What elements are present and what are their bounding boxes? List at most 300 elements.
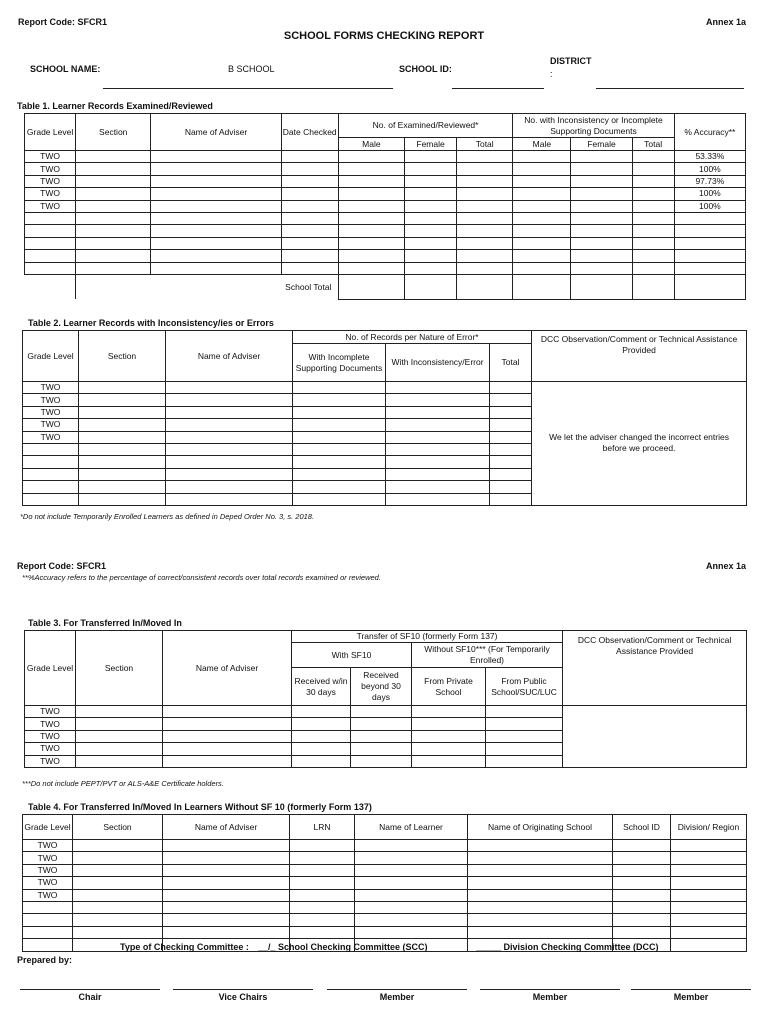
t2-dcc-comment: We let the adviser changed the incorrect entries before we proceed. (532, 382, 747, 506)
t3-header-dcc: DCC Observation/Comment or Technical Assistance Provided (563, 631, 747, 706)
empty-cell (290, 877, 355, 889)
empty-cell (632, 237, 674, 249)
t2-header-incomplete: With Incomplete Supporting Documents (293, 344, 386, 382)
table1 (24, 113, 746, 300)
empty-cell (486, 706, 563, 718)
empty-cell (73, 840, 163, 852)
empty-cell (76, 250, 151, 262)
empty-cell (163, 706, 292, 718)
table-row (23, 382, 747, 394)
empty-cell (355, 852, 468, 864)
empty-cell (386, 419, 490, 431)
grade-cell: TWO (25, 163, 76, 175)
grade-cell: TWO (23, 864, 73, 876)
table3-caption: Table 3. For Transferred In/Moved In (28, 618, 182, 628)
empty-cell (490, 481, 532, 493)
empty-cell (632, 262, 674, 274)
t1-header-section: Section (76, 114, 151, 151)
empty-cell (79, 419, 166, 431)
empty-cell (613, 840, 671, 852)
empty-cell (290, 926, 355, 938)
empty-cell (490, 493, 532, 505)
empty-cell (513, 212, 571, 224)
empty-cell (457, 262, 513, 274)
empty-cell (73, 889, 163, 901)
empty-cell (293, 406, 386, 418)
table-row (23, 877, 747, 889)
empty-cell (404, 163, 456, 175)
table-row (23, 864, 747, 876)
empty-cell (293, 382, 386, 394)
table-row (23, 840, 747, 852)
empty-cell (486, 730, 563, 742)
empty-cell (386, 456, 490, 468)
empty-cell (490, 419, 532, 431)
empty-cell (76, 237, 151, 249)
grade-cell (23, 926, 73, 938)
table-row (25, 237, 746, 249)
signatory-label: Vice Chairs (218, 992, 268, 1002)
grade-cell (25, 262, 76, 274)
t3-dcc-cell (563, 706, 747, 768)
empty-cell (404, 262, 456, 274)
t4-header-cell: Name of Learner (355, 815, 468, 840)
table-row (25, 188, 746, 200)
empty-cell (293, 456, 386, 468)
empty-cell (457, 250, 513, 262)
empty-cell (355, 877, 468, 889)
empty-cell (632, 225, 674, 237)
empty-cell (632, 175, 674, 187)
empty-cell (490, 443, 532, 455)
t1-header-male: Male (338, 138, 404, 151)
school-id-label: SCHOOL ID: (399, 64, 452, 74)
empty-cell (166, 468, 293, 480)
empty-cell (281, 188, 338, 200)
empty-cell (457, 237, 513, 249)
empty-cell (290, 901, 355, 913)
empty-cell (468, 914, 613, 926)
t1-school-total: School Total (281, 274, 338, 299)
empty-cell (76, 225, 151, 237)
empty-cell (351, 730, 412, 742)
empty-cell (151, 237, 281, 249)
empty-cell (386, 431, 490, 443)
empty-cell (338, 175, 404, 187)
grade-cell: TWO (25, 743, 76, 755)
empty-cell (166, 419, 293, 431)
empty-cell (338, 151, 404, 163)
empty-cell (351, 755, 412, 767)
table3-footnote: ***Do not include PEPT/PVT or ALS-A&E Certificate holders. (22, 779, 224, 788)
empty-cell (163, 852, 290, 864)
t1-header-female-2: Female (571, 138, 632, 151)
empty-cell (671, 889, 747, 901)
table1-caption: Table 1. Learner Records Examined/Reviewed (17, 101, 213, 111)
empty-cell (571, 175, 632, 187)
empty-cell (166, 456, 293, 468)
empty-cell (76, 743, 163, 755)
empty-cell (613, 852, 671, 864)
accuracy-cell: 100% (674, 163, 745, 175)
empty-cell (338, 237, 404, 249)
prepared-by-label: Prepared by: (17, 955, 73, 965)
t3-header-private: From Private School (412, 668, 486, 706)
signatory-label: Member (379, 992, 415, 1002)
empty-cell (671, 877, 747, 889)
empty-cell (513, 163, 571, 175)
t3-header-beyond30: Received beyond 30 days (351, 668, 412, 706)
t2-header-total: Total (490, 344, 532, 382)
accuracy-cell (674, 262, 745, 274)
empty-cell (338, 250, 404, 262)
empty-cell (166, 394, 293, 406)
empty-cell (513, 188, 571, 200)
t4-header-cell: Name of Adviser (163, 815, 290, 840)
t1-header-inconsistency: No. with Inconsistency or Incomplete Supporting Documents (513, 114, 674, 138)
empty-cell (571, 188, 632, 200)
empty-cell (151, 151, 281, 163)
empty-cell (671, 901, 747, 913)
empty-cell (151, 175, 281, 187)
empty-cell (571, 225, 632, 237)
empty-cell (355, 864, 468, 876)
empty-cell (79, 382, 166, 394)
empty-cell (166, 406, 293, 418)
signature-line[interactable] (631, 989, 751, 990)
empty-cell (292, 743, 351, 755)
signature-line[interactable] (20, 989, 160, 990)
annex-label: Annex 1a (706, 17, 747, 27)
empty-cell (293, 481, 386, 493)
table-row (23, 901, 747, 913)
t2-header-dcc: DCC Observation/Comment or Technical Assistance Provided (532, 331, 747, 382)
table-row (23, 889, 747, 901)
grade-cell: TWO (23, 877, 73, 889)
district-label: DISTRICT (550, 56, 592, 66)
empty-cell (490, 431, 532, 443)
empty-cell (468, 852, 613, 864)
t4-header-cell: Section (73, 815, 163, 840)
empty-cell (151, 262, 281, 274)
empty-cell (404, 175, 456, 187)
empty-cell (671, 840, 747, 852)
table-row (23, 852, 747, 864)
empty-cell (468, 864, 613, 876)
empty-cell (490, 406, 532, 418)
empty-cell (355, 840, 468, 852)
grade-cell (23, 468, 79, 480)
signature-line[interactable] (327, 989, 467, 990)
empty-cell (404, 188, 456, 200)
grade-cell: TWO (23, 889, 73, 901)
empty-cell (457, 225, 513, 237)
table2-footnote: *Do not include Temporarily Enrolled Learners as defined in Deped Order No. 3, s. 2018. (20, 512, 315, 521)
empty-cell (571, 250, 632, 262)
table-row (25, 175, 746, 187)
empty-cell (338, 188, 404, 200)
empty-cell (76, 188, 151, 200)
empty-cell (76, 175, 151, 187)
empty-cell (79, 443, 166, 455)
empty-cell (490, 468, 532, 480)
empty-cell (163, 889, 290, 901)
empty-cell (412, 743, 486, 755)
empty-cell (79, 406, 166, 418)
t3-header-with-sf10: With SF10 (292, 643, 412, 668)
grade-cell: TWO (23, 840, 73, 852)
t2-header-nature: No. of Records per Nature of Error* (293, 331, 532, 344)
empty-cell (386, 493, 490, 505)
empty-cell (468, 889, 613, 901)
t3-header-without-sf10: Without SF10*** (For Temporarily Enrolled) (412, 643, 563, 668)
t2-header-grade: Grade Level (23, 331, 79, 382)
report-code: Report Code: SFCR1 (18, 17, 108, 27)
accuracy-cell (674, 225, 745, 237)
accuracy-cell: 100% (674, 200, 745, 212)
empty-cell (338, 212, 404, 224)
empty-cell (571, 237, 632, 249)
empty-cell (292, 755, 351, 767)
empty-cell (671, 914, 747, 926)
empty-cell (613, 926, 671, 938)
empty-cell (386, 382, 490, 394)
t1-header-accuracy: % Accuracy** (674, 114, 745, 151)
empty-cell (281, 163, 338, 175)
empty-cell (290, 889, 355, 901)
empty-cell (338, 163, 404, 175)
table-row (25, 262, 746, 274)
empty-cell (457, 188, 513, 200)
empty-cell (457, 163, 513, 175)
empty-cell (632, 188, 674, 200)
scc-option[interactable]: __/_ School Checking Committee (SCC) (258, 942, 428, 952)
empty-cell (79, 493, 166, 505)
empty-cell (632, 250, 674, 262)
grade-cell (25, 225, 76, 237)
t2-header-section: Section (79, 331, 166, 382)
school-name-value: B SCHOOL (228, 64, 275, 74)
t3-header-section: Section (76, 631, 163, 706)
t1-header-examined: No. of Examined/Reviewed* (338, 114, 512, 138)
empty-cell (281, 250, 338, 262)
grade-cell: TWO (23, 406, 79, 418)
table-row (25, 225, 746, 237)
t3-header-adviser: Name of Adviser (163, 631, 292, 706)
empty-cell (490, 394, 532, 406)
empty-cell (293, 431, 386, 443)
empty-cell (79, 431, 166, 443)
accuracy-cell: 97.73% (674, 175, 745, 187)
empty-cell (412, 718, 486, 730)
empty-cell (151, 212, 281, 224)
empty-cell (281, 237, 338, 249)
t1-header-adviser: Name of Adviser (151, 114, 281, 151)
table-row (23, 914, 747, 926)
table-row (25, 706, 747, 718)
empty-cell (292, 730, 351, 742)
empty-cell (671, 864, 747, 876)
table2-caption: Table 2. Learner Records with Inconsistency/ies or Errors (28, 318, 274, 328)
empty-cell (513, 175, 571, 187)
t4-header-cell: School ID (613, 815, 671, 840)
accuracy-cell: 100% (674, 188, 745, 200)
empty-cell (571, 200, 632, 212)
grade-cell (23, 939, 73, 951)
empty-cell (79, 468, 166, 480)
empty-cell (404, 250, 456, 262)
t1-header-female: Female (404, 138, 456, 151)
table3 (24, 630, 747, 768)
empty-cell (151, 200, 281, 212)
table-row (25, 212, 746, 224)
empty-cell (351, 743, 412, 755)
grade-cell: TWO (23, 852, 73, 864)
empty-cell (412, 755, 486, 767)
grade-cell: TWO (23, 382, 79, 394)
empty-cell (613, 877, 671, 889)
empty-cell (166, 493, 293, 505)
t1-header-grade: Grade Level (25, 114, 76, 151)
empty-cell (73, 864, 163, 876)
table4 (22, 814, 747, 952)
empty-cell (151, 250, 281, 262)
empty-cell (355, 914, 468, 926)
empty-cell (613, 901, 671, 913)
empty-cell (404, 200, 456, 212)
empty-cell (386, 406, 490, 418)
empty-cell (76, 706, 163, 718)
empty-cell (468, 901, 613, 913)
accuracy-cell (674, 212, 745, 224)
empty-cell (513, 262, 571, 274)
empty-cell (79, 456, 166, 468)
empty-cell (338, 200, 404, 212)
t4-header-cell: Division/ Region (671, 815, 747, 840)
table-row (23, 926, 747, 938)
empty-cell (290, 914, 355, 926)
empty-cell (293, 468, 386, 480)
empty-cell (73, 877, 163, 889)
empty-cell (76, 212, 151, 224)
empty-cell (513, 237, 571, 249)
t3-header-transfer: Transfer of SF10 (formerly Form 137) (292, 631, 563, 643)
empty-cell (290, 840, 355, 852)
empty-cell (76, 151, 151, 163)
empty-cell (290, 852, 355, 864)
t4-header-cell: Grade Level (23, 815, 73, 840)
empty-cell (513, 225, 571, 237)
empty-cell (73, 852, 163, 864)
empty-cell (166, 431, 293, 443)
table-row (25, 151, 746, 163)
empty-cell (613, 889, 671, 901)
grade-cell (25, 250, 76, 262)
empty-cell (163, 926, 290, 938)
empty-cell (338, 262, 404, 274)
empty-cell (404, 212, 456, 224)
grade-cell: TWO (23, 431, 79, 443)
empty-cell (163, 840, 290, 852)
table-row (25, 250, 746, 262)
grade-cell: TWO (25, 175, 76, 187)
t1-header-total-2: Total (632, 138, 674, 151)
empty-cell (412, 706, 486, 718)
empty-cell (166, 443, 293, 455)
empty-cell (76, 755, 163, 767)
empty-cell (151, 188, 281, 200)
empty-cell (490, 382, 532, 394)
empty-cell (163, 743, 292, 755)
empty-cell (386, 443, 490, 455)
accuracy-cell (674, 237, 745, 249)
empty-cell (613, 914, 671, 926)
empty-cell (76, 730, 163, 742)
empty-cell (457, 200, 513, 212)
empty-cell (163, 901, 290, 913)
empty-cell (486, 718, 563, 730)
empty-cell (671, 852, 747, 864)
empty-cell (404, 151, 456, 163)
empty-cell (457, 175, 513, 187)
empty-cell (355, 889, 468, 901)
empty-cell (281, 175, 338, 187)
empty-cell (468, 840, 613, 852)
grade-cell (23, 443, 79, 455)
table-row (25, 163, 746, 175)
accuracy-note: **%Accuracy refers to the percentage of correct/consistent records over total records examined or reviewed. (22, 573, 381, 582)
empty-cell (163, 914, 290, 926)
grade-cell: TWO (25, 200, 76, 212)
empty-cell (163, 730, 292, 742)
empty-cell (355, 926, 468, 938)
t1-header-male-2: Male (513, 138, 571, 151)
empty-cell (281, 225, 338, 237)
signatory-label: Member (673, 992, 709, 1002)
signature-line[interactable] (173, 989, 313, 990)
empty-cell (404, 225, 456, 237)
signatory-label: Member (532, 992, 568, 1002)
grade-cell: TWO (25, 718, 76, 730)
empty-cell (73, 901, 163, 913)
empty-cell (76, 163, 151, 175)
grade-cell (25, 212, 76, 224)
empty-cell (571, 151, 632, 163)
t1-header-total: Total (457, 138, 513, 151)
t4-header-cell: Name of Originating School (468, 815, 613, 840)
accuracy-cell: 53.33% (674, 151, 745, 163)
district-colon: : (550, 69, 553, 79)
signature-line[interactable] (480, 989, 620, 990)
table-row (25, 200, 746, 212)
accuracy-cell (674, 250, 745, 262)
empty-cell (571, 212, 632, 224)
empty-cell (292, 706, 351, 718)
empty-cell (571, 163, 632, 175)
empty-cell (292, 718, 351, 730)
empty-cell (386, 394, 490, 406)
empty-cell (513, 151, 571, 163)
page-title: SCHOOL FORMS CHECKING REPORT (283, 30, 485, 42)
empty-cell (281, 262, 338, 274)
dcc-option[interactable]: _____ Division Checking Committee (DCC) (476, 942, 659, 952)
empty-cell (632, 212, 674, 224)
empty-cell (632, 200, 674, 212)
empty-cell (166, 382, 293, 394)
empty-cell (281, 200, 338, 212)
empty-cell (76, 200, 151, 212)
school-id-line (452, 88, 544, 89)
